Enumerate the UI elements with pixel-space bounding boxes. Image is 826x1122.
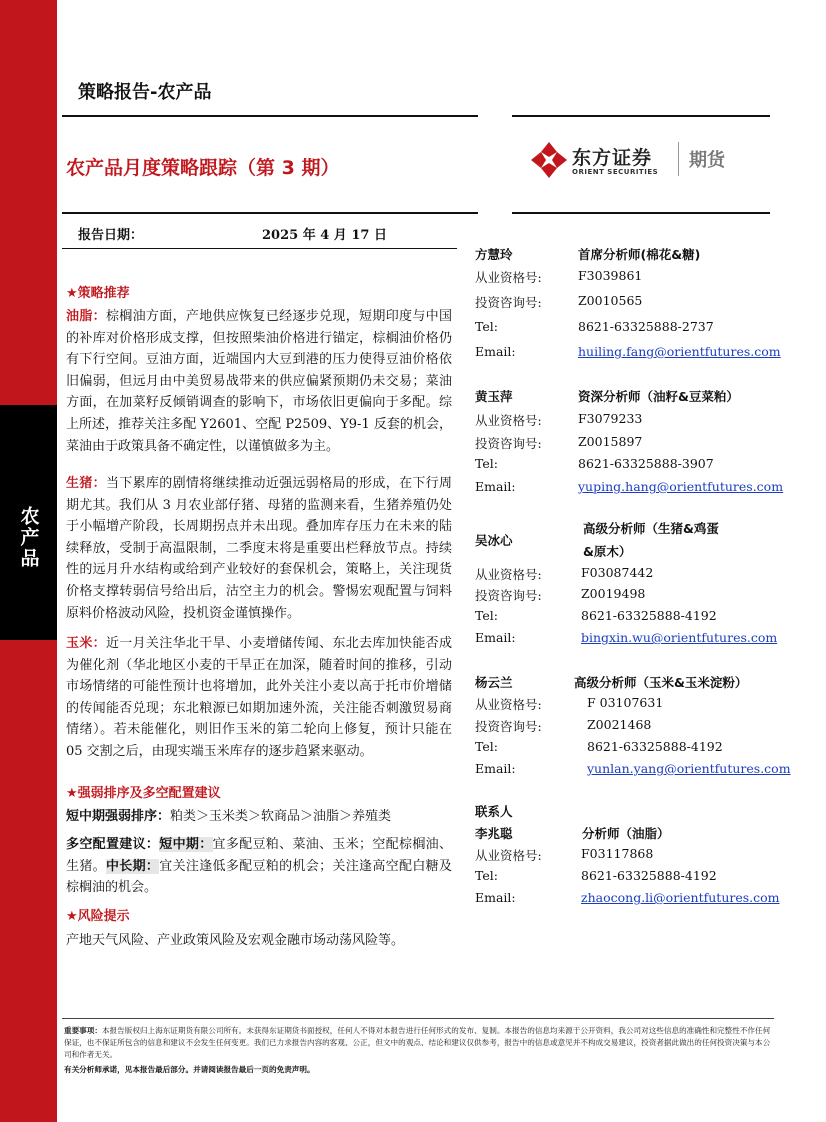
report-type: 策略报告-农产品 [78, 82, 212, 103]
email-link[interactable]: yuping.hang@orientfutures.com [578, 479, 784, 494]
logo-futures: 期货 [689, 150, 725, 171]
email-label: Email: [475, 630, 516, 645]
qual-value: F03117868 [581, 846, 654, 861]
logo-name: 东方证券 [572, 147, 653, 169]
tel-value: 8621-63325888-4192 [581, 868, 717, 883]
email-label: Email: [475, 761, 516, 776]
qual-label: 从业资格号: [475, 567, 542, 582]
header-divider-left [62, 115, 478, 117]
logo-mark-icon [530, 141, 568, 179]
email-link[interactable]: huiling.fang@orientfutures.com [578, 344, 781, 359]
config-paragraph [66, 834, 452, 899]
email-link[interactable]: yunlan.yang@orientfutures.com [587, 761, 791, 776]
tel-label: Tel: [475, 739, 498, 754]
consult-value: Z0019498 [581, 586, 646, 601]
tel-value: 8621-63325888-4192 [587, 739, 723, 754]
qual-label: 从业资格号: [475, 848, 542, 863]
logo-separator [678, 142, 679, 176]
analyst-title: 高级分析师（玉米&玉米淀粉） [574, 675, 748, 690]
contact-name: 李兆聪 [475, 826, 513, 841]
title-divider-right [512, 212, 770, 214]
consult-label: 投资咨询号: [475, 719, 542, 734]
hog-lead: 生猪： [66, 476, 106, 491]
ranking-paragraph [66, 806, 452, 828]
disclaimer-label: 重要事项： [64, 1026, 102, 1035]
tel-value: 8621-63325888-2737 [578, 319, 714, 334]
email-label: Email: [475, 479, 516, 494]
corn-lead: 玉米： [66, 636, 106, 651]
email-label: Email: [475, 890, 516, 905]
strategy-corn-paragraph [66, 633, 452, 763]
header-divider-right [512, 115, 770, 117]
qual-label: 从业资格号: [475, 413, 542, 428]
risk-paragraph: 产地天气风险、产业政策风险及宏观金融市场动荡风险等。 [66, 933, 405, 948]
short-term-label: 短中期： [159, 837, 213, 852]
company-logo [530, 140, 740, 180]
corn-text: 近一月关注华北干旱、小麦增储传闻、东北去库加快能否成为催化剂（华北地区小麦的干旱正在加深，随着时间的推移，引动市场情绪的可能性预计也将增加，此外关注小麦以高于托市价增储的传闻能否兑现；东北粮源已如期加速外流，关注能否刺激贸易商情绪）。若未能催化，则旧作玉米的第二轮向上修复，预计只能在 05 交割之后，由现实端玉米库存的逐步趋紧来驱动。 [66, 636, 452, 759]
consult-value: Z0010565 [578, 293, 643, 308]
analyst-commitment: 有关分析师承诺，见本报告最后部分。并请阅读报告最后一页的免责声明。 [64, 1065, 315, 1074]
consult-label: 投资咨询号: [475, 588, 542, 603]
disclaimer [64, 1025, 774, 1061]
email-link[interactable]: zhaocong.li@orientfutures.com [581, 890, 780, 905]
footer-divider [62, 1018, 774, 1019]
consult-label: 投资咨询号: [475, 436, 542, 451]
mid-term-text: 宜关注逢低多配豆粕的机会；关注逢高空配白糖及棕榈油的机会。 [66, 858, 452, 896]
tel-label: Tel: [475, 319, 498, 334]
short-term-text: 宜多配豆粕、菜油、玉米；空配棕榈油、生猪。 [66, 837, 452, 874]
tel-value: 8621-63325888-3907 [578, 456, 714, 471]
strategy-heading: ★策略推荐 [66, 286, 130, 301]
sidebar-category-tab [0, 405, 57, 640]
analyst-name: 方慧玲 [475, 247, 513, 262]
email-link[interactable]: bingxin.wu@orientfutures.com [581, 630, 778, 645]
consult-value: Z0015897 [578, 434, 643, 449]
contact-heading: 联系人 [475, 804, 513, 819]
qual-value: F3039861 [578, 268, 643, 283]
config-label: 多空配置建议： [66, 837, 160, 852]
tel-value: 8621-63325888-4192 [581, 608, 717, 623]
strategy-oil-paragraph [66, 306, 452, 457]
qual-label: 从业资格号: [475, 270, 542, 285]
tel-label: Tel: [475, 608, 498, 623]
hog-text: 当下累库的剧情将继续推动近强远弱格局的形成，在下行周期尤其。我们从 3 月农业部仔猪、母猪的监测来看，生猪养殖仍处于小幅增产阶段，长周期拐点并未出现。叠加库存压力在未来的陆续释放，受制于高温限制，二季度末将是重要出栏释放节点。持续性的远月升水结构或给到产业较好的套保机会，策略上，关注现货价格支撑转弱信号给出后，沽空主力的机会。警惕宏观配置与饲料原料价格波动风险，投机资金谨慎操作。 [66, 476, 452, 621]
qual-value: F03087442 [581, 565, 654, 580]
logo-english: ORIENT SECURITIES [572, 168, 659, 176]
email-label: Email: [475, 344, 516, 359]
report-date-label: 报告日期： [78, 228, 144, 243]
sidebar-category-label: 农产品 [17, 506, 40, 569]
qual-value: F3079233 [578, 411, 643, 426]
tel-label: Tel: [475, 456, 498, 471]
contact-title: 分析师（油脂） [582, 826, 670, 841]
analyst-title: 首席分析师(棉花&糖) [578, 247, 701, 262]
analyst-name: 杨云兰 [475, 675, 513, 690]
strategy-hog-paragraph [66, 473, 452, 624]
rank-text: 粕类＞玉米类＞软商品＞油脂＞养殖类 [170, 809, 392, 824]
rank-label: 短中期强弱排序： [66, 809, 171, 824]
mid-term-label: 中长期： [105, 858, 160, 874]
date-divider [62, 248, 457, 249]
ranking-heading: ★强弱排序及多空配置建议 [66, 786, 221, 801]
qual-label: 从业资格号: [475, 697, 542, 712]
consult-value: Z0021468 [587, 717, 652, 732]
analyst-title-line-2: &原木） [583, 544, 632, 559]
report-date-value: 2025 年 4 月 17 日 [262, 228, 387, 243]
page-title: 农产品月度策略跟踪（第 3 期） [66, 157, 340, 179]
oil-text: 棕榈油方面，产地供应恢复已经逐步兑现，短期印度与中国的补库对价格形成支撑，但按照柴油价格进行锚定，棕榈油价格仍有下行空间。豆油方面，近端国内大豆到港的压力使得豆油价格依旧偏弱，但远月由中美贸易战带来的供应偏紧预期仍未交易；菜油方面，在加菜籽反倾销调查的影响下，市场依旧更偏向于多配。综上所述，推荐关注多配 Y2601、空配 P2509、Y9-1 反套的机会，菜油由于政策具备不确定性，以谨慎做多为主。 [66, 309, 452, 454]
analyst-name: 吴冰心 [475, 533, 513, 548]
risk-heading: ★风险提示 [66, 909, 130, 924]
title-divider-left [62, 212, 478, 214]
analyst-title-line-1: 高级分析师（生猪&鸡蛋 [583, 521, 719, 536]
consult-label: 投资咨询号: [475, 295, 542, 310]
analyst-title: 资深分析师（油籽&豆菜粕） [578, 389, 739, 404]
analyst-name: 黄玉萍 [475, 389, 513, 404]
tel-label: Tel: [475, 868, 498, 883]
qual-value: F 03107631 [587, 695, 664, 710]
disclaimer-text: 本报告版权归上海东证期货有限公司所有。未获得东证期货书面授权，任何人不得对本报告进行任何形式的发布、复制。本报告的信息均来源于公开资料，我公司对这些信息的准确性和完整性不作任何保证，也不保证所包含的信息和建议不会发生任何变更。我们已力求报告内容的客观、公正，但文中的观点、结论和建议仅供参考，报告中的信息或意见并不构成交易建议，投资者据此做出的任何投资决策与本公司和作者无关。 [64, 1026, 771, 1059]
oil-lead: 油脂： [66, 309, 106, 324]
